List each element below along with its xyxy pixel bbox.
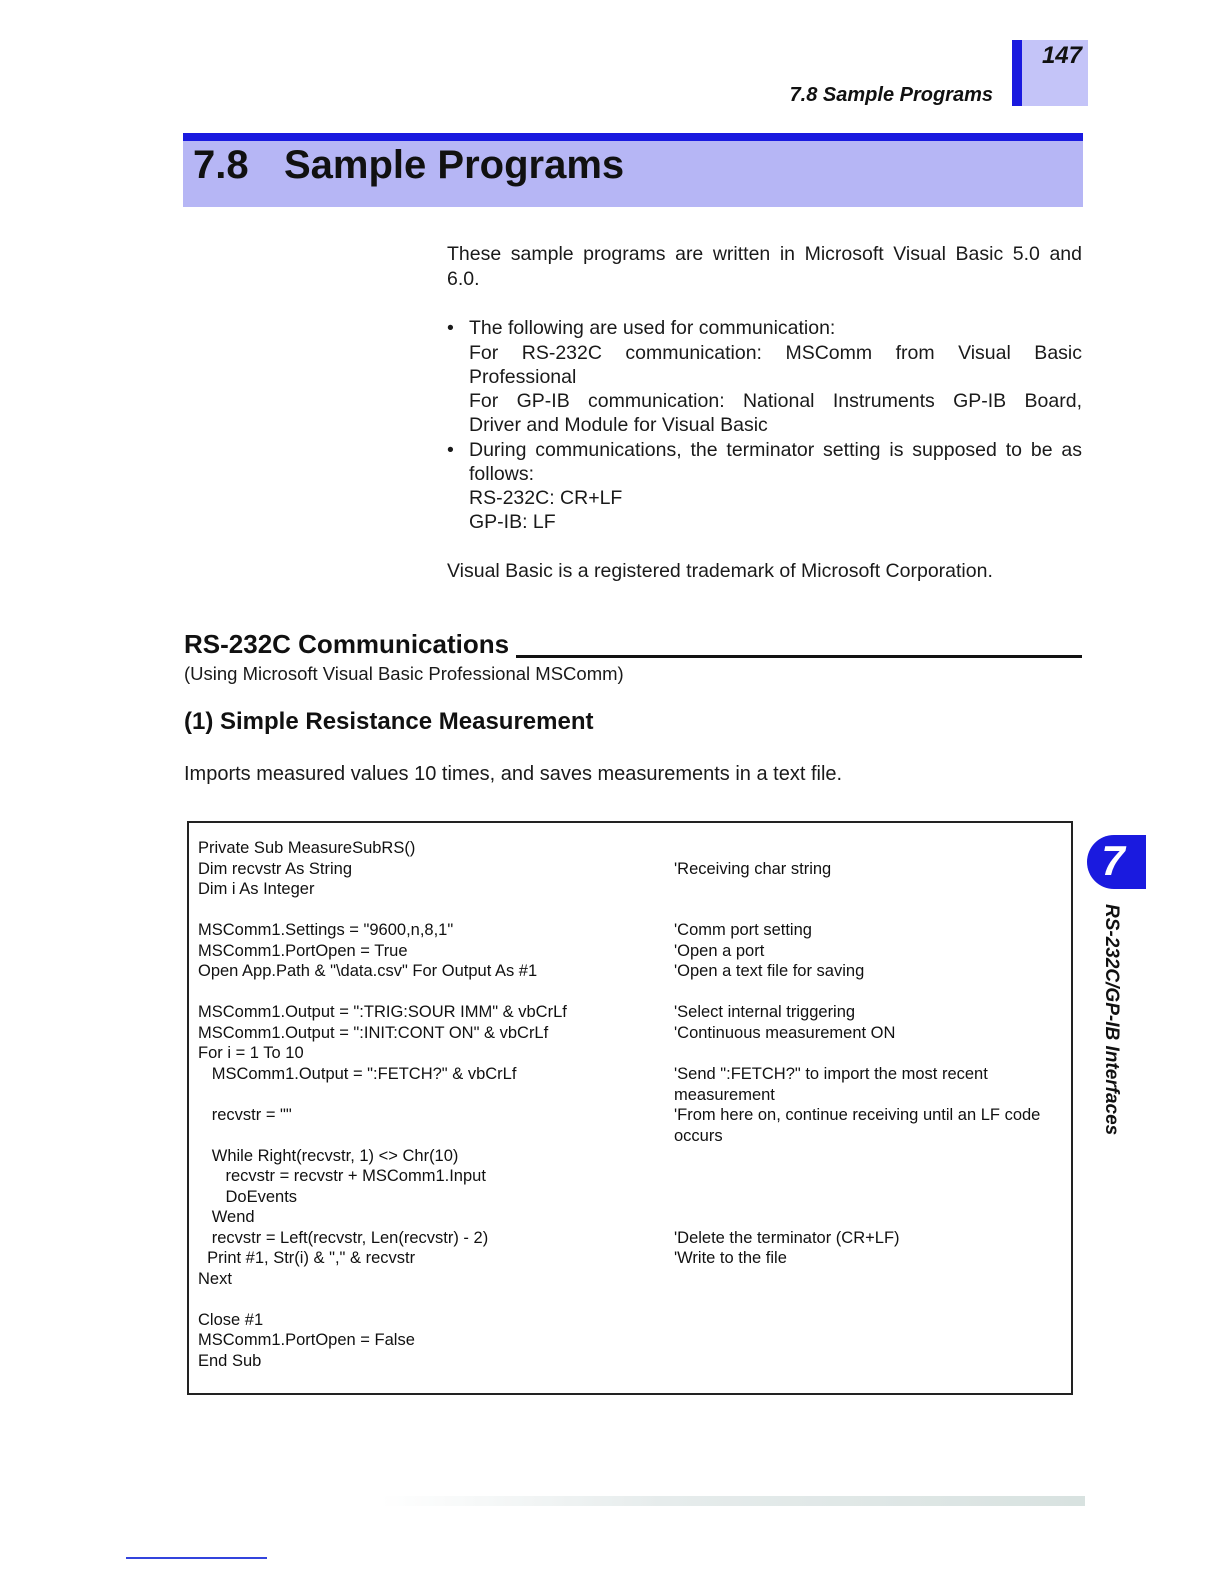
code-line: Wend (198, 1208, 255, 1226)
bullet-marker: • (447, 317, 454, 339)
bullet-2-gp: GP-IB: LF (469, 511, 556, 533)
page-number: 147 (1041, 42, 1082, 69)
rs232-subtitle: (Using Microsoft Visual Basic Professional MSComm) (184, 663, 624, 684)
bullet-1-lead: The following are used for communication: (469, 317, 836, 339)
code-comment: 'Select internal triggering (674, 1003, 856, 1021)
bullet-1-gp-line-2: Driver and Module for Visual Basic (469, 414, 768, 436)
section-banner-rule (183, 133, 1083, 141)
bullet-2-lead-line-1: During communications, the terminator setting is supposed to be as (469, 439, 1082, 461)
code-line: Print #1, Str(i) & "," & recvstr (198, 1249, 416, 1267)
code-line: Close #1 (198, 1311, 264, 1329)
section-number: 7.8 (193, 143, 249, 187)
code-line: Dim i As Integer (198, 880, 315, 898)
code-comment: 'Delete the terminator (CR+LF) (674, 1229, 900, 1247)
intro-paragraph-line-1: These sample programs are written in Microsoft Visual Basic 5.0 and (447, 243, 1082, 265)
trademark-note: Visual Basic is a registered trademark of Microsoft Corporation. (447, 560, 993, 582)
code-line: MSComm1.Output = ":FETCH?" & vbCrLf (198, 1065, 517, 1083)
example-heading: (1) Simple Resistance Measurement (184, 708, 594, 735)
code-line: MSComm1.PortOpen = True (198, 942, 408, 960)
chapter-tab-label-text: RS-232C/GP-IB Interfaces (1101, 904, 1122, 1136)
code-line: While Right(recvstr, 1) <> Chr(10) (198, 1147, 459, 1165)
heading-rule (516, 655, 1082, 658)
code-line: MSComm1.Output = ":INIT:CONT ON" & vbCrLf (198, 1024, 549, 1042)
footer-gradient-bar (380, 1496, 1085, 1506)
bullet-1-rs-line-2: Professional (469, 366, 577, 388)
bullet-1-rs-line-1: For RS-232C communication: MSComm from Visual Basic (469, 342, 1082, 364)
code-line: End Sub (198, 1352, 262, 1370)
code-comment: 'From here on, continue receiving until an LF code occurs (674, 1106, 1041, 1145)
code-line: Private Sub MeasureSubRS() (198, 839, 416, 857)
code-line: Open App.Path & "\data.csv" For Output As #1 (198, 962, 538, 980)
code-comment: 'Open a text file for saving (674, 962, 865, 980)
code-line: recvstr = recvstr + MSComm1.Input (198, 1167, 486, 1185)
code-line: Dim recvstr As String (198, 860, 353, 878)
bullet-marker: • (447, 439, 454, 461)
code-line: recvstr = Left(recvstr, Len(recvstr) - 2) (198, 1229, 489, 1247)
chapter-tab-label (1088, 904, 1138, 1154)
code-line: MSComm1.Settings = "9600,n,8,1" (198, 921, 454, 939)
footer-rule (126, 1557, 267, 1559)
bullet-1-gp-line-1: For GP-IB communication: National Instruments GP-IB Board, (469, 390, 1082, 412)
code-comment: 'Comm port setting (674, 921, 812, 939)
code-comment: 'Receiving char string (674, 860, 832, 878)
code-comment: 'Continuous measurement ON (674, 1024, 896, 1042)
bullet-2-rs: RS-232C: CR+LF (469, 487, 623, 509)
running-header-title: 7.8 Sample Programs (789, 84, 993, 106)
code-comment: 'Open a port (674, 942, 765, 960)
section-title: Sample Programs (284, 143, 625, 187)
chapter-number: 7 (1101, 837, 1125, 884)
code-comment: 'Send ":FETCH?" to import the most recent measurement (674, 1065, 988, 1104)
code-line: MSComm1.Output = ":TRIG:SOUR IMM" & vbCrLf (198, 1003, 567, 1021)
bullet-2-lead-line-2: follows: (469, 463, 535, 485)
code-line: For i = 1 To 10 (198, 1044, 304, 1062)
code-line: DoEvents (198, 1188, 298, 1206)
code-line: Next (198, 1270, 232, 1288)
rs232-heading: RS-232C Communications (184, 629, 510, 659)
intro-paragraph-line-2: 6.0. (447, 268, 480, 290)
code-line: MSComm1.PortOpen = False (198, 1331, 415, 1349)
code-line: recvstr = "" (198, 1106, 292, 1124)
page-tab-accent (1012, 40, 1022, 106)
code-comment: 'Write to the file (674, 1249, 787, 1267)
example-description: Imports measured values 10 times, and saves measurements in a text file. (184, 763, 843, 785)
